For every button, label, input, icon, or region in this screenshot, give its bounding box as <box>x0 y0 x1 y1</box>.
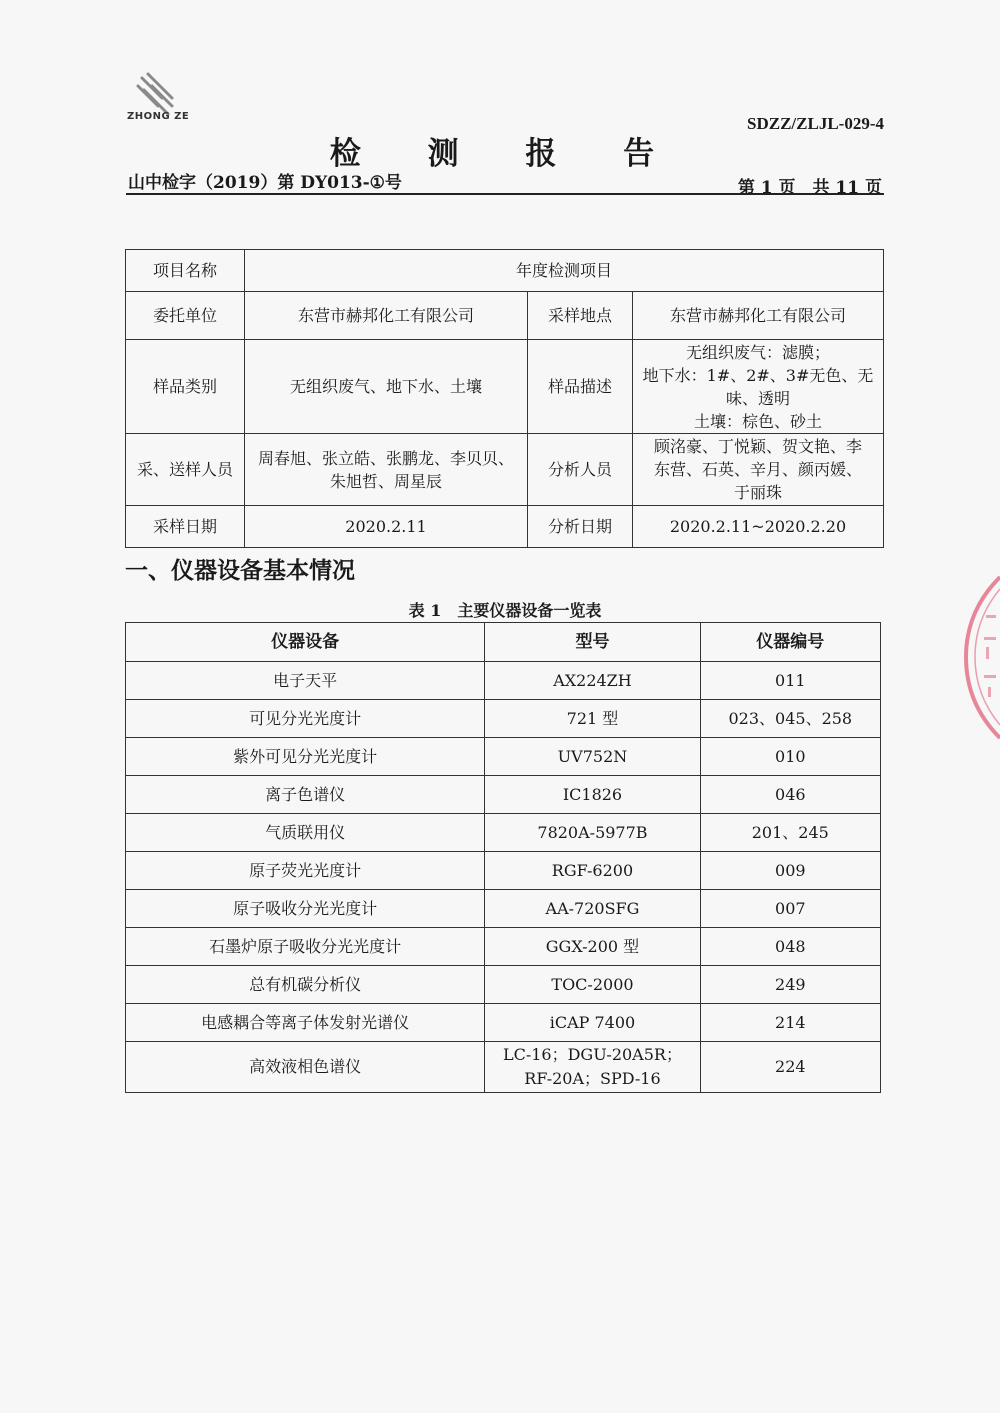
table-row <box>126 852 881 890</box>
equipment-number: 007 <box>700 890 880 928</box>
equipment-name: 石墨炉原子吸收分光光度计 <box>126 928 485 966</box>
red-seal-stamp-icon <box>962 575 1000 740</box>
equipment-name: 可见分光光度计 <box>126 700 485 738</box>
sampler-line: 朱旭哲、周星辰 <box>329 471 442 491</box>
table-row <box>126 662 881 700</box>
analyst-value <box>633 434 884 506</box>
equipment-model: IC1826 <box>485 776 700 814</box>
analysis-date-label: 分析日期 <box>528 506 633 548</box>
analyst-line: 于丽珠 <box>733 483 782 502</box>
table-row <box>126 340 884 434</box>
equipment-model <box>485 1042 700 1093</box>
logo-text: ZHONG ZE <box>127 111 190 122</box>
table-row <box>126 814 881 852</box>
equipment-model: AA-720SFG <box>485 890 700 928</box>
equipment-name: 电感耦合等离子体发射光谱仪 <box>126 1004 485 1042</box>
analysis-date-value: 2020.2.11~2020.2.20 <box>633 506 884 548</box>
desc-label: 样品描述 <box>528 340 633 434</box>
sample-info-table <box>125 249 884 548</box>
page-info: 第 1 页 共 11 页 <box>737 178 882 198</box>
client-label: 委托单位 <box>126 292 245 340</box>
sampler-line: 周春旭、张立皓、张鹏龙、李贝贝、 <box>257 448 514 468</box>
client-value: 东营市赫邦化工有限公司 <box>245 292 528 340</box>
table-row <box>126 1004 881 1042</box>
equipment-table <box>125 622 881 1093</box>
desc-line: 味、透明 <box>725 388 790 408</box>
equipment-number: 010 <box>700 738 880 776</box>
desc-line: 地下水：1#、2#、3#无色、无 <box>642 365 874 385</box>
sampler-label: 采、送样人员 <box>126 434 245 506</box>
equipment-name: 高效液相色谱仪 <box>126 1042 485 1093</box>
category-label: 样品类别 <box>126 340 245 434</box>
equipment-model: GGX-200 型 <box>485 928 700 966</box>
report-title: 检 测 报 告 <box>329 136 683 172</box>
equipment-name: 紫外可见分光光度计 <box>126 738 485 776</box>
equipment-model: 7820A-5977B <box>485 814 700 852</box>
category-value: 无组织废气、地下水、土壤 <box>245 340 528 434</box>
project-value: 年度检测项目 <box>245 250 884 292</box>
equipment-number: 048 <box>700 928 880 966</box>
table-row <box>126 292 884 340</box>
desc-value <box>633 340 884 434</box>
equipment-number: 249 <box>700 966 880 1004</box>
equipment-number: 214 <box>700 1004 880 1042</box>
project-label: 项目名称 <box>126 250 245 292</box>
equipment-name: 电子天平 <box>126 662 485 700</box>
table-header-row <box>126 623 881 662</box>
equipment-number: 011 <box>700 662 880 700</box>
desc-line: 土壤：棕色、砂土 <box>693 411 822 431</box>
document-code: SDZZ/ZLJL-029-4 <box>747 114 884 133</box>
analyst-line: 顾洺豪、丁悦颖、贺文艳、李 <box>653 437 862 456</box>
equipment-model: iCAP 7400 <box>485 1004 700 1042</box>
analyst-label: 分析人员 <box>528 434 633 506</box>
equipment-name: 总有机碳分析仪 <box>126 966 485 1004</box>
equipment-name: 离子色谱仪 <box>126 776 485 814</box>
table-row <box>126 506 884 548</box>
table-row <box>126 700 881 738</box>
sampler-value <box>245 434 528 506</box>
model-line: LC-16；DGU-20A5R； <box>502 1045 682 1064</box>
header-equipment: 仪器设备 <box>126 623 485 662</box>
table-row <box>126 890 881 928</box>
equipment-model: AX224ZH <box>485 662 700 700</box>
model-line: RF-20A；SPD-16 <box>524 1069 661 1088</box>
equipment-number: 023、045、258 <box>700 700 880 738</box>
equipment-number: 046 <box>700 776 880 814</box>
equipment-number: 224 <box>700 1042 880 1093</box>
header-model: 型号 <box>485 623 700 662</box>
equipment-name: 气质联用仪 <box>126 814 485 852</box>
equipment-name: 原子吸收分光光度计 <box>126 890 485 928</box>
header-rule <box>126 193 884 195</box>
equipment-model: TOC-2000 <box>485 966 700 1004</box>
table-row <box>126 928 881 966</box>
table-row <box>126 250 884 292</box>
site-label: 采样地点 <box>528 292 633 340</box>
equipment-model: UV752N <box>485 738 700 776</box>
header-number: 仪器编号 <box>700 623 880 662</box>
sample-date-label: 采样日期 <box>126 506 245 548</box>
table-caption: 表 1 主要仪器设备一览表 <box>408 601 602 620</box>
analyst-line: 东营、石英、辛月、颜丙媛、 <box>653 460 862 479</box>
sample-date-value: 2020.2.11 <box>245 506 528 548</box>
equipment-number: 201、245 <box>700 814 880 852</box>
site-value: 东营市赫邦化工有限公司 <box>633 292 884 340</box>
section-heading: 一、仪器设备基本情况 <box>125 558 355 584</box>
equipment-model: 721 型 <box>485 700 700 738</box>
report-number: 山中检字（2019）第 DY013-①号 <box>128 173 402 193</box>
equipment-name: 原子荧光光度计 <box>126 852 485 890</box>
table-row <box>126 434 884 506</box>
table-row <box>126 738 881 776</box>
table-row <box>126 966 881 1004</box>
equipment-model: RGF-6200 <box>485 852 700 890</box>
table-row <box>126 776 881 814</box>
desc-line: 无组织废气：滤膜； <box>685 342 830 362</box>
equipment-number: 009 <box>700 852 880 890</box>
table-row <box>126 1042 881 1093</box>
